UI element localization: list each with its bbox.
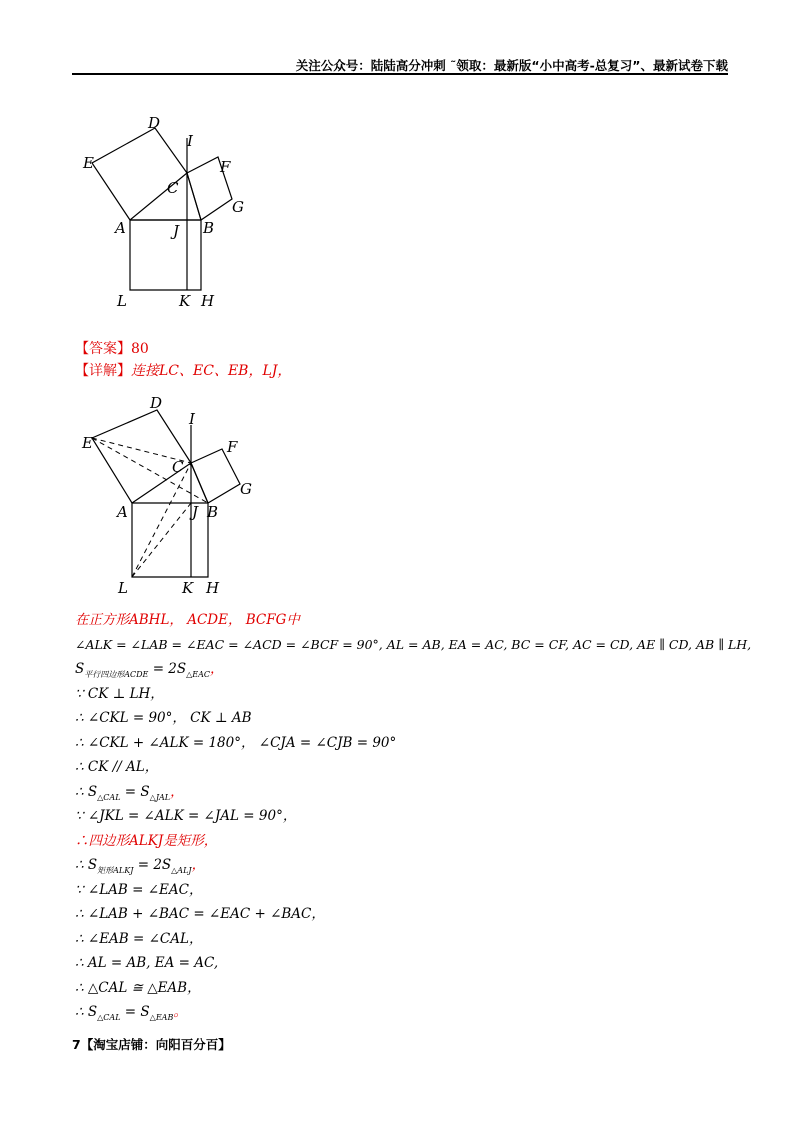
label-j: J xyxy=(173,222,180,240)
proof-line-17-end: 。 xyxy=(173,1004,187,1020)
proof-line-8-s: ∴ S xyxy=(75,783,98,800)
label-j-2: J xyxy=(192,503,199,521)
proof-line-3-rest: = 2S xyxy=(148,661,187,677)
label-b: B xyxy=(203,219,215,237)
proof-lines xyxy=(75,610,752,1027)
proof-line-8-end: ， xyxy=(170,783,184,800)
label-b-2: B xyxy=(207,503,219,521)
label-c: C xyxy=(167,179,179,197)
proof-line-8 xyxy=(75,782,735,807)
proof-line-3 xyxy=(75,659,735,684)
label-l: L xyxy=(117,292,127,310)
label-d-2: D xyxy=(150,394,163,412)
proof-line-17 xyxy=(75,1002,735,1027)
label-k-2: K xyxy=(182,579,194,597)
dashed-lj xyxy=(132,503,191,577)
proof-line-3-sub2: △EAC xyxy=(186,670,211,679)
label-h: H xyxy=(201,292,215,310)
proof-line-11-end: ， xyxy=(191,857,206,873)
label-k: K xyxy=(179,292,191,310)
proof-line-5: ∴ ∠CKL = 90°， CK ⊥ AB xyxy=(75,710,252,726)
label-a: A xyxy=(115,219,126,237)
proof-line-13: ∴ ∠LAB + ∠BAC = ∠EAC + ∠BAC， xyxy=(75,906,325,922)
answer-prefix: 【答案】 xyxy=(75,341,131,357)
label-f: F xyxy=(220,158,231,176)
proof-line-17-rest: = S xyxy=(120,1004,150,1020)
label-d: D xyxy=(148,114,161,132)
proof-line-1: 在正方形ABHL， ACDE， BCFG中 xyxy=(75,612,300,628)
proof-line-12: ∵ ∠LAB = ∠EAC， xyxy=(75,881,203,898)
proof-line-11-sub1: 矩形ALKJ xyxy=(97,866,134,875)
label-i: I xyxy=(187,132,193,150)
proof-line-14: ∴ ∠EAB = ∠CAL， xyxy=(75,930,203,947)
proof-line-17-s: ∴ S xyxy=(75,1004,98,1020)
label-l-2: L xyxy=(118,579,128,597)
proof-line-9: ∵ ∠JKL = ∠ALK = ∠JAL = 90°， xyxy=(75,808,297,824)
label-g: G xyxy=(232,198,244,216)
proof-line-11 xyxy=(75,855,735,880)
label-e-2: E xyxy=(82,434,93,452)
proof-line-4: ∵ CK ⊥ LH， xyxy=(75,685,164,702)
label-a-2: A xyxy=(117,503,128,521)
label-h-2: H xyxy=(206,579,220,597)
label-f-2: F xyxy=(227,438,238,456)
proof-line-8-sub2: △JAL xyxy=(149,792,171,802)
proof-line-11-sub2: △ALJ xyxy=(171,866,192,875)
proof-line-6: ∴ ∠CKL + ∠ALK = 180°， ∠CJA = ∠CJB = 90° xyxy=(75,734,397,751)
proof-line-2: ∠ALK = ∠LAB = ∠EAC = ∠ACD = ∠BCF = 90°, AL = AB, EA = AC, BC = CF, AC = CD, AE ∥ CD, AB ∥ LH, xyxy=(75,636,752,652)
page-header: 关注公众号：陆陆高分冲刺 ˜领取：最新版“小中高考-总复习”、最新试卷下载 xyxy=(295,58,728,73)
proof-line-8-rest: = S xyxy=(120,783,150,800)
proof-line-15: ∴ AL = AB, EA = AC, xyxy=(75,955,219,971)
page-footer: 7【淘宝店铺：向阳百分百】 xyxy=(72,1037,231,1052)
proof-line-3-s: S xyxy=(75,661,85,677)
dashed-lc xyxy=(132,463,191,577)
proof-line-3-end: ， xyxy=(210,661,224,677)
line-cb-2 xyxy=(191,463,208,503)
proof-line-16: ∴ △CAL ≅ △EAB， xyxy=(75,979,201,996)
proof-line-7: ∴ CK // AL， xyxy=(75,759,159,775)
label-e: E xyxy=(83,154,94,172)
detail-text: 连接LC、EC、EB，LJ， xyxy=(131,363,292,379)
proof-line-10: ∴四边形ALKJ是矩形， xyxy=(75,832,218,849)
label-g-2: G xyxy=(240,480,252,498)
square-acde-2 xyxy=(92,410,191,503)
label-c-2: C xyxy=(172,458,184,476)
detail-prefix: 【详解】 xyxy=(75,363,131,379)
proof-line-3-sub1: 平行四边形ACDE xyxy=(84,670,149,679)
proof-line-11-rest: = 2S xyxy=(133,857,172,873)
proof-line-17-sub2: △EAB xyxy=(149,1013,174,1022)
label-i-2: I xyxy=(189,410,195,428)
proof-line-17-sub1: △CAL xyxy=(97,1013,121,1022)
proof-line-11-s: ∴ S xyxy=(75,857,98,873)
square-bcfg-2 xyxy=(191,449,240,503)
answer-value: 80 xyxy=(131,341,149,357)
proof-line-8-sub1: △CAL xyxy=(97,792,121,802)
